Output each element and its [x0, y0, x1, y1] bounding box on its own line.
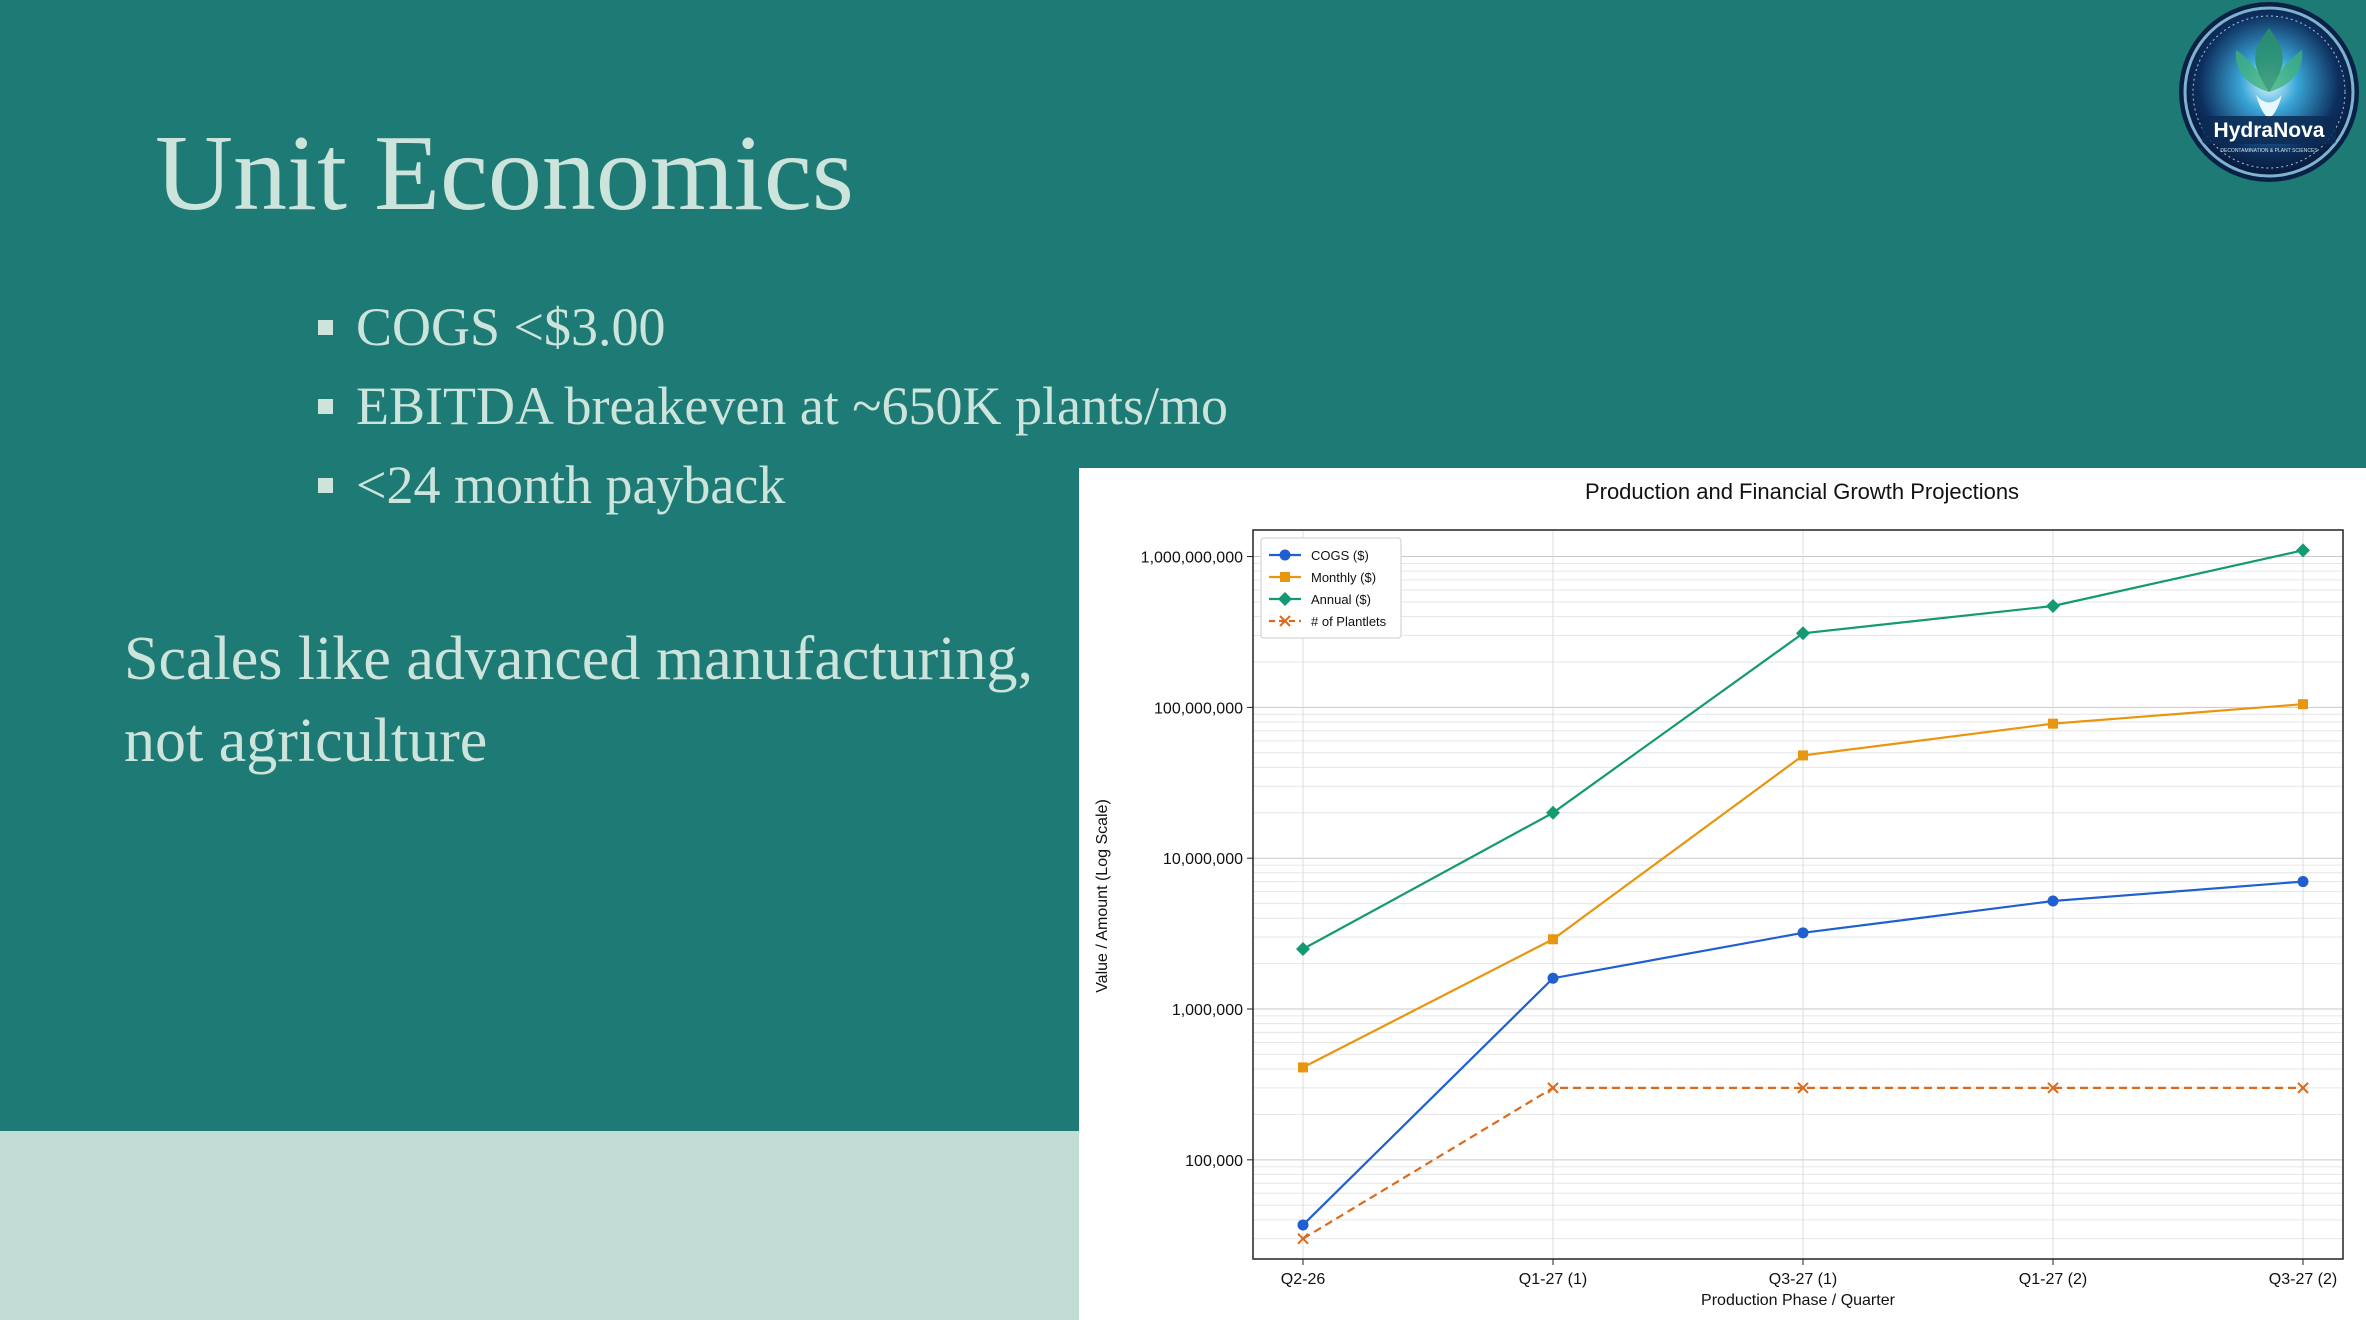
data-point	[1298, 1219, 1309, 1230]
y-tick-label: 10,000,000	[1162, 851, 1243, 869]
bullet-square-icon	[318, 320, 333, 335]
tagline-line: not agriculture	[124, 707, 488, 775]
legend-label: COGS ($)	[1311, 548, 1369, 563]
x-tick-label: Q1-27 (1)	[1518, 1271, 1588, 1288]
data-point	[1548, 934, 1558, 944]
chart-axes	[1141, 550, 2338, 1288]
chart-title: Production and Financial Growth Projections	[1584, 479, 2020, 504]
data-point	[2298, 699, 2308, 709]
bullet-item	[318, 288, 1228, 367]
y-axis-label: Value / Amount (Log Scale)	[1094, 799, 1111, 993]
bullet-item	[318, 367, 1228, 446]
chart-legend	[1261, 538, 1401, 638]
data-point	[1548, 973, 1559, 984]
y-tick-label: 1,000,000,000	[1140, 549, 1243, 567]
legend-marker	[1280, 550, 1291, 561]
x-tick-label: Q3-27 (2)	[2268, 1271, 2338, 1288]
x-tick-label: Q2-26	[1280, 1271, 1326, 1288]
legend-marker	[1280, 572, 1290, 582]
logo-text: HydraNova	[2213, 119, 2325, 142]
bullet-text: EBITDA breakeven at ~650K plants/mo	[356, 376, 1229, 436]
y-tick-label: 100,000	[1185, 1152, 1243, 1170]
data-point	[2298, 876, 2309, 887]
legend-label: Annual ($)	[1311, 592, 1371, 607]
chart	[1079, 468, 2366, 1320]
legend-label: Monthly ($)	[1311, 570, 1377, 585]
data-point	[1298, 1062, 1308, 1072]
y-tick-label: 100,000,000	[1154, 700, 1243, 718]
y-tick-label: 1,000,000	[1171, 1002, 1243, 1020]
data-point	[2048, 896, 2059, 907]
data-point	[2046, 599, 2060, 613]
chart-panel	[1079, 468, 2366, 1320]
bullet-square-icon	[318, 478, 333, 493]
data-point	[1798, 750, 1808, 760]
x-axis-label: Production Phase / Quarter	[1701, 1292, 1895, 1309]
data-point	[2296, 543, 2310, 557]
legend-label: # of Plantlets	[1311, 614, 1387, 629]
data-point	[1546, 806, 1560, 820]
bullet-square-icon	[318, 399, 333, 414]
data-point	[1296, 942, 1310, 956]
chart-grid	[1253, 530, 2343, 1259]
plot-frame	[1253, 530, 2343, 1259]
bullet-text: COGS <$3.00	[356, 297, 666, 357]
data-point	[1796, 626, 1810, 640]
hydranova-logo-icon	[2176, 0, 2362, 186]
tagline	[124, 618, 1084, 782]
x-tick-label: Q1-27 (2)	[2018, 1271, 2088, 1288]
data-point	[2048, 719, 2058, 729]
bottom-band	[0, 1131, 1080, 1320]
data-point	[1798, 927, 1809, 938]
tagline-line: Scales like advanced manufacturing,	[124, 625, 1033, 693]
x-tick-label: Q3-27 (1)	[1768, 1271, 1838, 1288]
slide-title: Unit Economics	[155, 114, 854, 233]
logo-subtext: DECONTAMINATION & PLANT SCIENCES	[2220, 148, 2318, 154]
bullet-text: <24 month payback	[356, 455, 786, 515]
